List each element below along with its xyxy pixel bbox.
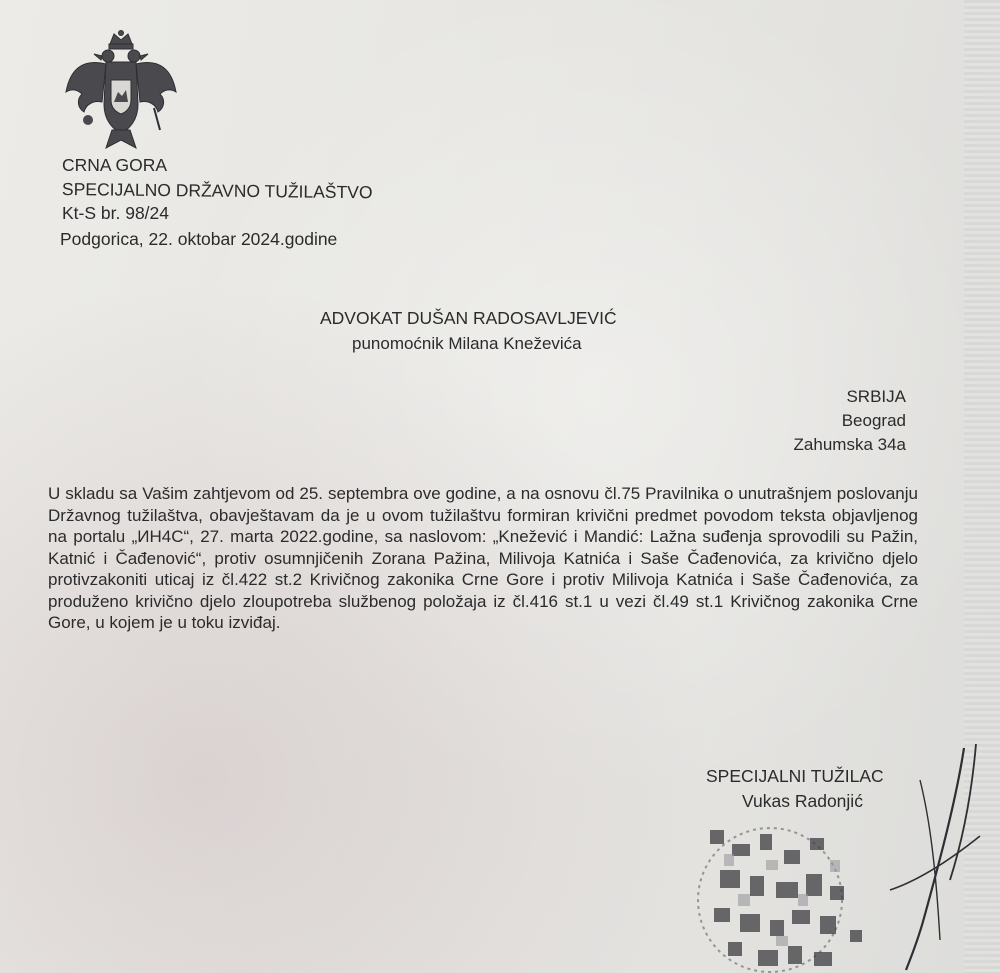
body-paragraph: U skladu sa Vašim zahtjevom od 25. septembra ove godine, a na osnovu čl.75 Pravilnika o unutrašnjem poslovanju Državnog tužilaštva, obavještavam da je u ovom tužilaštvu formiran krivični predmet povodom teksta objavljenog na portalu „ИН4С“, 27. marta 2022.godine, sa naslovom: „Knežević i Mandić: Lažna suđenja sprovodili su Pažin, Katnić i Čađenović“, protiv osumnjičenih Zorana Pažina, Milivoja Katnića i Saše Čađenovića, za krivično djelo protivzakoniti uticaj iz čl.422 st.2 Krivičnog zakonika Crne Gore i protiv Milivoja Katnića i Saše Čađenovića, za produženo krivično djelo zloupotreba službenog položaja iz čl.416 st.1 u vezi čl.49 st.1 Krivičnog zakonika Crne Gore, u kojem je u toku izviđaj.	[48, 484, 918, 632]
handwritten-signature-icon	[880, 740, 990, 973]
signatory-title: SPECIJALNI TUŽILAC	[706, 766, 884, 786]
address-street: Zahumska 34a	[793, 435, 906, 454]
header-place-date: Podgorica, 22. oktobar 2024.godine	[60, 229, 338, 249]
header-case-number: Kt-S br. 98/24	[62, 203, 170, 223]
letter-body	[48, 483, 918, 634]
header-institution: SPECIJALNO DRŽAVNO TUŽILAŠTVO	[61, 179, 373, 203]
address-city: Beograd	[841, 411, 906, 430]
recipient-role: punomoćnik Milana Kneževića	[352, 334, 582, 353]
coat-of-arms-icon	[62, 30, 180, 150]
recipient-address	[794, 385, 906, 457]
recipient-name: ADVOKAT DUŠAN RADOSAVLJEVIĆ	[320, 308, 617, 328]
header-country: CRNA GORA	[62, 155, 168, 175]
signatory-name: Vukas Radonjić	[742, 791, 863, 811]
address-country: SRBIJA	[846, 387, 906, 406]
